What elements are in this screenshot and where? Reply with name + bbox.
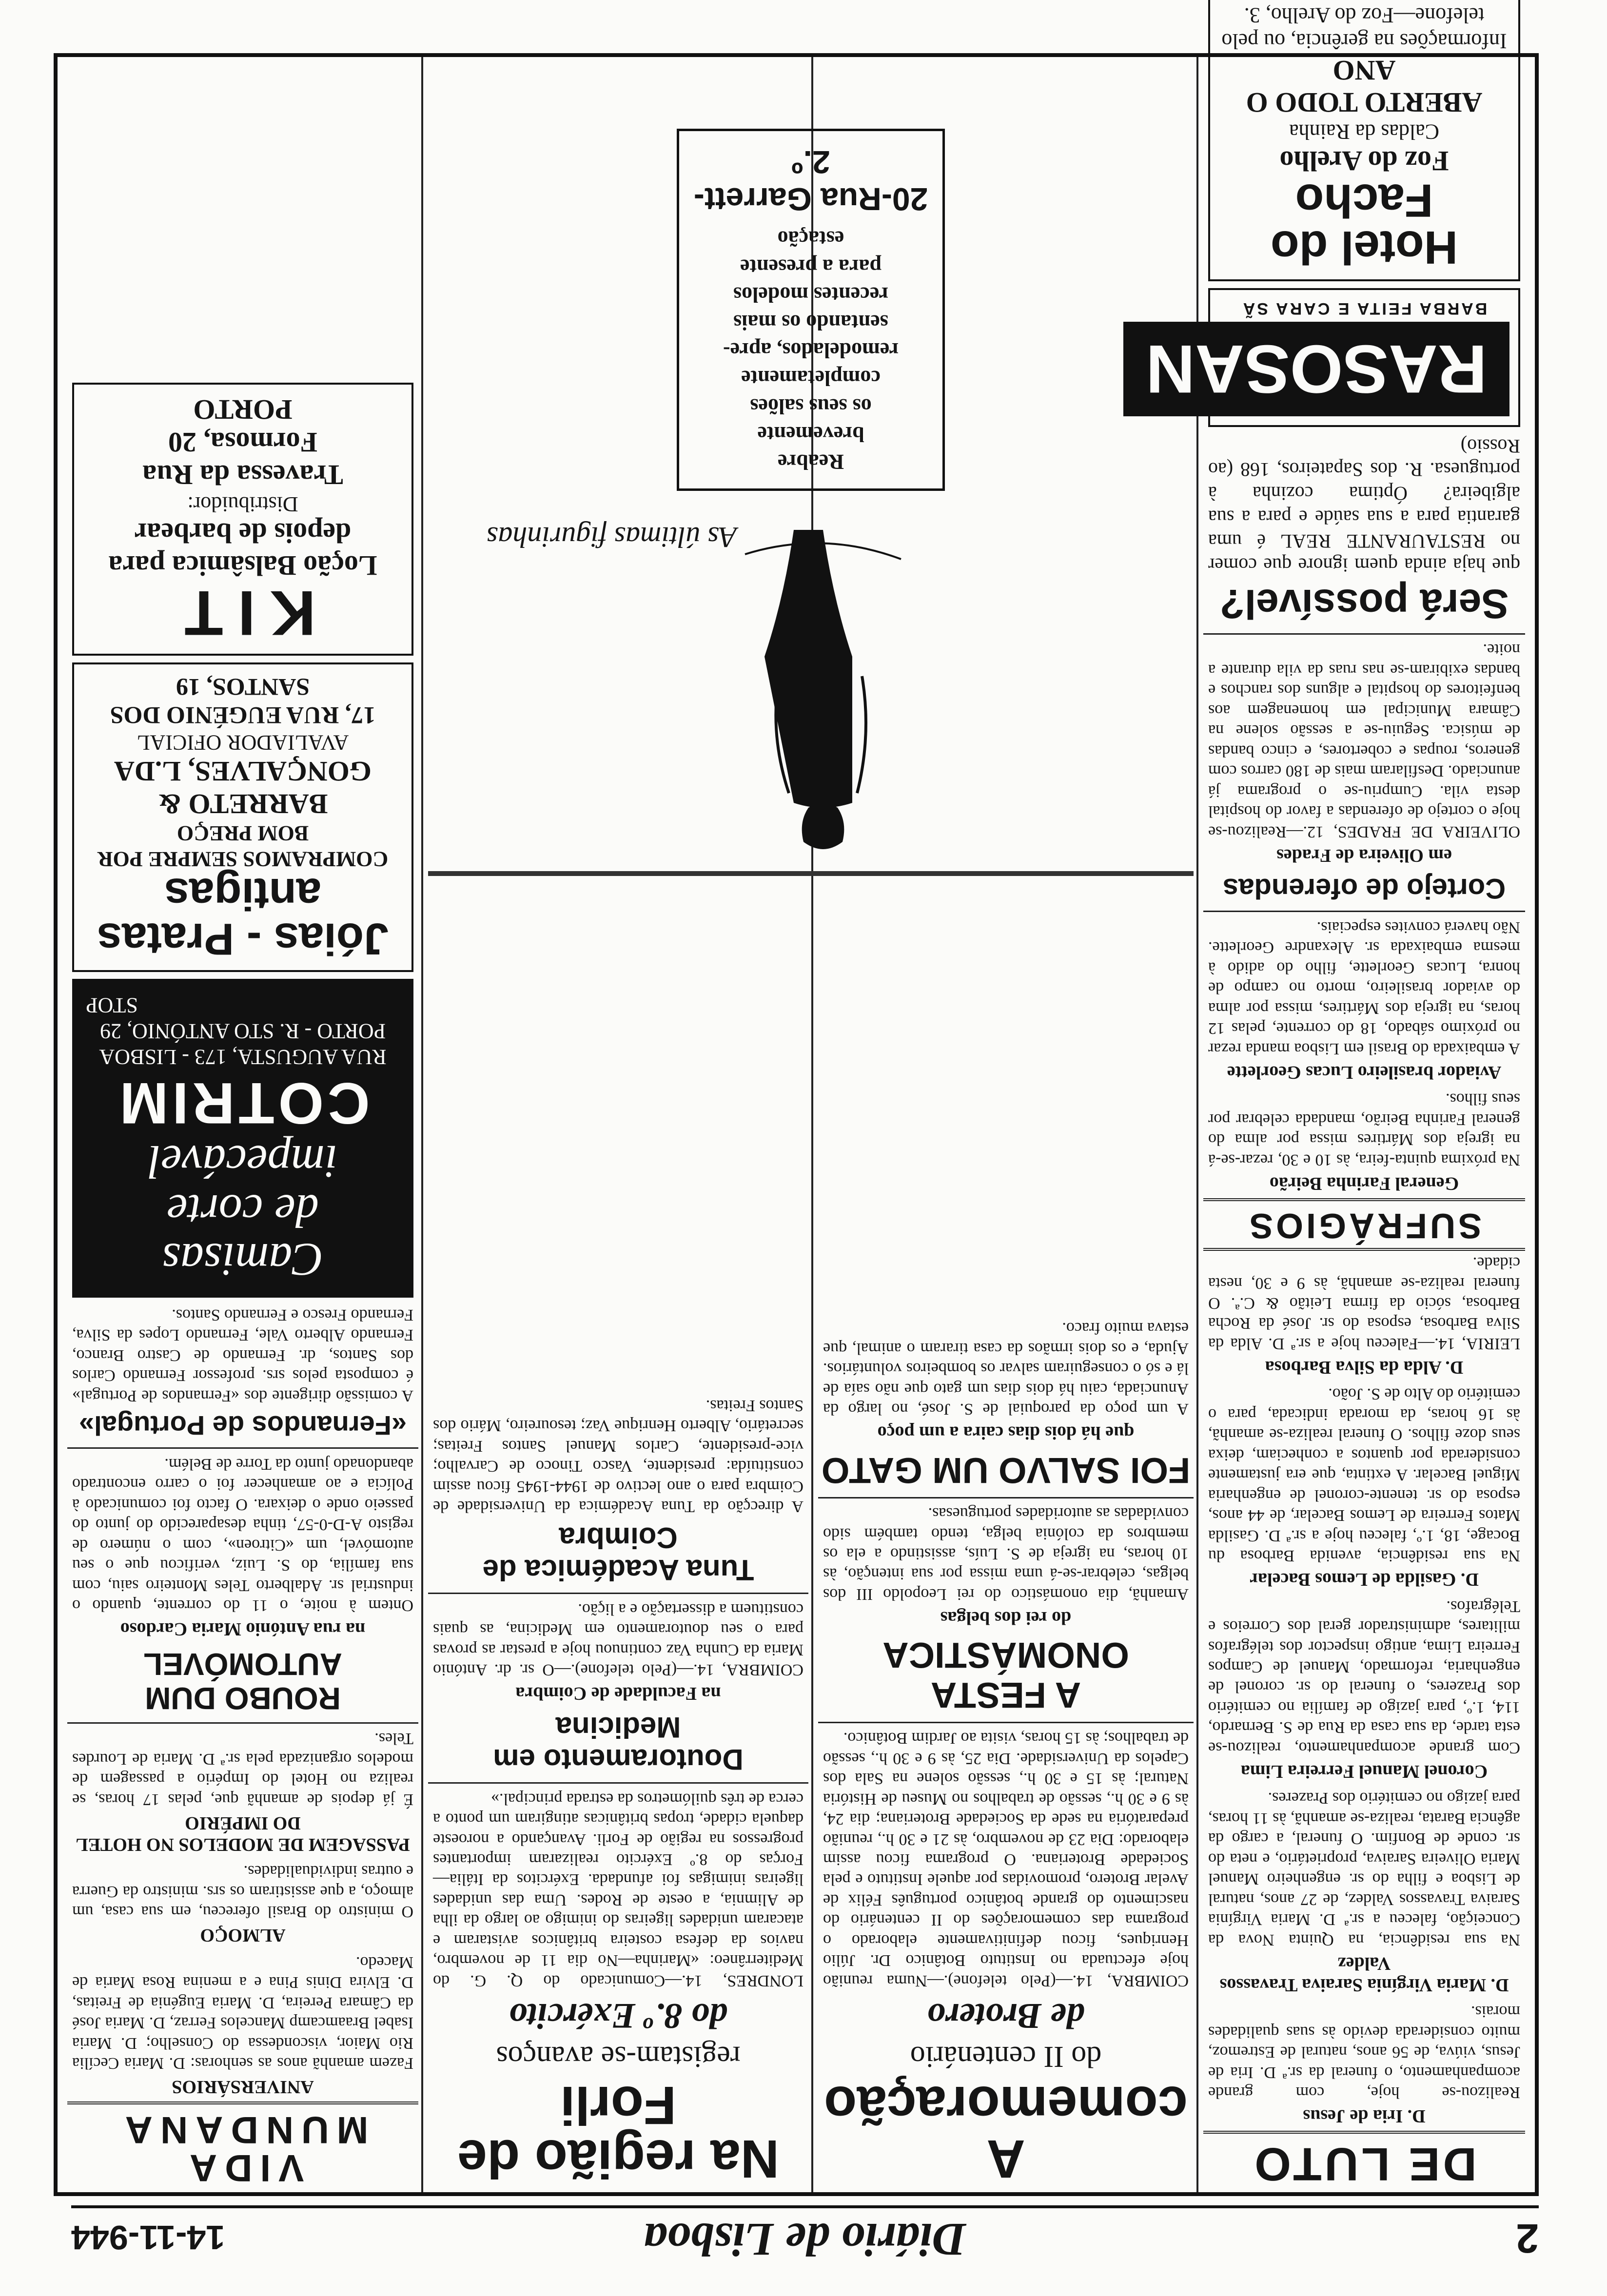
- kit-ad: [72, 383, 413, 656]
- reopen-line: remodelados, apre-: [723, 338, 899, 363]
- obituary-text: Realizou-se hoje, com grande acompanhamento, o funeral da sr.ª D. Iria de Jesus, viúva, de 56 anos, natural de Estremoz, muito considerada devido às suas qualidades morais.: [1208, 2003, 1520, 2101]
- headline-forli: Na região de Forli: [457, 2075, 780, 2189]
- column-rule: [421, 57, 423, 2192]
- reopen-line: completamente: [741, 366, 881, 390]
- gato-subtitle: que há dois dias caira a um poço: [877, 1422, 1135, 1443]
- cotrim-address: PORTO - R. STO ANTÓNIO, 29: [99, 1019, 386, 1044]
- kit-product: Loção Balsâmica para depois de barbear: [108, 517, 377, 582]
- sufragio-text: Na próxima quinta-feira, às 10 e 30, rezar-se-á na igreja dos Mártires missa por alma do general Farinha Beirão, mandada celebrar por seus filhos.: [1208, 1090, 1520, 1169]
- page-frame: [54, 3, 1539, 2196]
- subhead-brotero: de Brotero: [927, 1995, 1085, 2036]
- subhead-avancos: registam-se avanços: [496, 2040, 741, 2073]
- festa-title: A FESTA ONOMÁSTICA: [818, 1633, 1194, 1723]
- festa-text: Amanhã, dia onomástico do rei Leopoldo III dos belgas, celebrar-se-á uma missa por sua intenção, às 10 horas, na igreja de S. Luís, assistindo a ela os membros da colónia belga, tendo também sido convidadas as autoridades portuguesas.: [823, 1504, 1189, 1603]
- passagem-text: É já depois de amanhã que, pelas 17 horas, se realiza no Hotel do Império a passagem de modelos organizada pela sr.ª D. Maria de Lourdes Teles.: [72, 1730, 413, 1809]
- store-address: 20-Rua Garrett-2.º: [693, 144, 928, 218]
- festa-subtitle: do rei dos belgas: [940, 1607, 1072, 1628]
- tuna-text: A direcção da Tuna Académica da Universidade de Coimbra para o ano lectivo de 1944-1945 ficou assim constituída: presidente, Vasco Tinoco de Carvalho; vice-presidente, Carlos Manuel Santos Freitas; secretário, Alberto Henrique Vaz; tesoureiro, Mário dos Santos Freitas.: [433, 1396, 804, 1516]
- cotrim-line: Camisas: [162, 1234, 324, 1286]
- issue-date: 14-11-944: [71, 2218, 225, 2257]
- obituary-text: Na sua residência, avenida Barbosa du Bocage, 18, 1.º, faleceu hoje a sr.ª D. Gasilda Matos Ferreira de Lemos Bacelar, de 44 anos, esposa do sr. tenente-coronel de engenharia Miguel Bacelar. A extinta, que era justamente considerada por quantos a conheciam, deixa seus doze filhos. O funeral realiza-se amanhã, às 16 horas, da morada indicada, para o cemitério do Alto de S. João.: [1208, 1385, 1520, 1565]
- tuna-title: Tuna Académica de Coimbra: [428, 1518, 808, 1594]
- masthead: [71, 2205, 1539, 2267]
- aviador-title: Aviador brasileiro Lucas Georlette: [1227, 1062, 1502, 1083]
- rasosan-logo: RASOSAN: [1123, 322, 1509, 416]
- roubo-subtitle: na rua António Maria Cardoso: [120, 1619, 366, 1640]
- passagem-title: PASSAGEM DE MODELOS NO HOTEL DO IMPÉRIO: [76, 1812, 410, 1855]
- obituary-text: Com grande acompanhamento, realizou-se esta tarde, da sua casa da Rua de S. Bernardo, 114, 1.º, para jazigo de família no cemitério dos Prazeres, o funeral do sr. coronel de engenharia, reformado, Manuel de Campos Ferreira Lima, antigo inspector dos telégrafos militares, administrador geral dos Correios e Telégrafos.: [1208, 1597, 1520, 1757]
- subhead-exercito: do 8.º Exército: [509, 1995, 727, 2036]
- column-vida-mundana: [67, 57, 418, 2192]
- joias-firm: BARRETO & GONÇALVES, L.DA: [114, 756, 372, 820]
- newspaper-title: Diário de Lisboa: [644, 2214, 966, 2266]
- cotrim-stop: STOP: [86, 993, 138, 1018]
- reopen-line: para a presente: [740, 254, 882, 279]
- joias-sub: AVALIADOR OFICIAL: [137, 730, 349, 755]
- kit-address: Travessa da Rua Formosa, 20: [142, 427, 343, 491]
- medicina-text: COIMBRA, 14.—(Pelo telefone).—O sr. dr. António Maria da Cunha Vaz continuou hoje a prestar as provas para o seu doutoramento em Medicina, as quais constituem a dissertação e a lição.: [433, 1600, 804, 1679]
- reopen-line: sentando os mais: [733, 311, 888, 335]
- vida-mundana-banner: VIDA MUNDANA: [67, 2101, 418, 2192]
- gato-title: FOI SALVO UM GATO: [818, 1447, 1194, 1498]
- hotel-region: Caldas da Rainha: [1289, 120, 1439, 144]
- brotero-fashion-ad: [428, 62, 1194, 876]
- aviador-text: A embaixada do Brasil em Lisboa manda rezar no próximo sábado, 18 do corrente, pelas 12 horas, na igreja dos Mártires, missa por alma do aviador brasileiro, morto no campo de honra, Lucas Georlette, filho do adido à mesma embaixada sr. Alexandre Georlette. Não haverá convites especiais.: [1208, 918, 1520, 1058]
- joias-ad: [72, 662, 413, 972]
- fernandos-title: «Fernandos de Portugal»: [67, 1408, 418, 1449]
- cotrim-brand: COTRIM: [116, 1070, 370, 1136]
- obituary-title: Coronel Manuel Ferreira Lima: [1240, 1761, 1488, 1782]
- reopen-line: recentes modelos: [733, 282, 889, 307]
- joias-address: 17, RUA EUGÉNIO DOS SANTOS, 19: [110, 674, 376, 729]
- rasosan-tagline: BARBA FEITA E CARA SÃ: [1241, 299, 1488, 318]
- medicina-title: Doutoramento em Medicina: [428, 1708, 808, 1784]
- kit-dist: Distribuidor:: [187, 492, 298, 516]
- fashion-illustration: [428, 501, 1194, 871]
- cotrim-line: impecável: [148, 1135, 338, 1188]
- sera-possivel-title: Será possível?: [1203, 579, 1525, 635]
- restaurante-real-text: que haja ainda quem ignore que comer no RESTAURANTE REAL é uma garantia para a sua saúde e para a sua algibeira? Óptima cozinha à portuguesa. R. dos Sapateiros, 168 (ao Rossio): [1208, 435, 1520, 576]
- joias-line: COMPRAMOS SEMPRE POR BOM PREÇO: [97, 821, 389, 871]
- gato-text: A um poço da paroquial de S. José, no largo da Anunciada, caiu há dois dias um gato que não saía de lá e só o conseguiram salvar os bombeiros voluntários. Ajuda, e os dois irmãos da casa tiraram o animal, que estava muito fraco.: [823, 1319, 1189, 1419]
- luto-banner: DE LUTO: [1203, 2131, 1525, 2192]
- subhead-centenario: do II centenário: [910, 2040, 1102, 2073]
- column-luto: [1145, 3, 1525, 2192]
- obituary-title: D. Gasilda de Lemos Bacelar: [1250, 1569, 1479, 1590]
- reopen-notice: [677, 129, 945, 491]
- forli-article: LONDRES, 14.—Comunicado do Q. G. do Mediterrâneo: «Marinha—No dia 11 de novembro, navios da defesa costeira britânicos avistaram e atacaram unidades ligeiras do inimigo ao largo da ilha de Alimnia, a oeste de Rodes. Uma das unidades ligeiras inimigas foi afundada. Exércitos da Itália—Forças do 8.º Exército realizaram importantes progressos na região de Forli. Avançando a noroeste daquela cidade, tropas britânicas atingiram um ponto a cerca de três quilómetros da estrada principal.»: [433, 1790, 804, 1990]
- sufragio-title: General Farinha Beirão: [1269, 1173, 1459, 1194]
- cotrim-address: RUA AUGUSTA, 173 - LISBOA: [99, 1045, 387, 1070]
- roubo-text: Ontem à noite, o 11 do corrente, quando o industrial sr. Adalberto Teles Monteiro saiu, com sua família, do S. Luiz, verificou que o seu automóvel, um «Citroen», com o número de registo A-D-0-57, tinha desaparecido do junto do passeio onde o deixara. O facto foi comunicado à Polícia e ao amanhecer foi o carro encontrado abandonado junto da Torre de Belém.: [72, 1455, 413, 1615]
- cotrim-line: de corte: [167, 1185, 319, 1237]
- almoco-title: ALMOÇO: [200, 1925, 286, 1946]
- hotel-location: Foz do Arelho: [1279, 145, 1449, 177]
- cortejo-text: OLIVEIRA DE FRADES, 12.—Realizou-se hoje o cortejo de oferendas a favor do hospital desta vila. Cumpriu-se o programa já anunciado. Desfilaram mais de 180 carros com generos, roupas e cobertores, e cinco bandas de música. Seguiu-se a sessão solene na Câmara Municipal em homenagem aos benfeitores do hospital e alguns dos ranchos e bandas exibiram-se nas ruas da vila durante a noite.: [1208, 641, 1520, 841]
- kit-brand: KIT: [170, 577, 316, 649]
- fernandos-text: A comissão dirigente dos «Fernandos de Portugal» é composta pelos srs. professor Fernando Carlos dos Santos, dr. Fernando de Castro Branco, Fernando Alberto Vale, Fernando Lopes da Silva, Fernando Fresco e Fernando Santos.: [72, 1305, 413, 1405]
- obituary-text: LEIRIA, 14.—Faleceu hoje a sr.ª D. Alda da Silva Barbosa, esposa do sr. José da Rocha Barbosa, sócio da firma Leitão & C.ª. O funeral realiza-se amanhã, às 9 e 30, nesta cidade.: [1208, 1254, 1520, 1353]
- almoco-text: O ministro do Brasil ofereceu, em sua casa, um almoço, a que assistiram os srs. ministro da Guerra e outras individualidades.: [72, 1862, 413, 1921]
- obituary-text: Na sua residência, na Quinta Nova da Conceição, faleceu a sr.ª D. Maria Virgínia Saraiva Travassos Valdez, de 27 anos, natural de Lisboa e filha do sr. engenheiro Manuel Maria Oliveira Saraiva, proprietário, e neta do sr. conde de Bonfim. O funeral, a cargo da agência Barata, realiza-se amanhã, às 11 horas, para jazigo no cemitério dos Prazeres.: [1208, 1789, 1520, 1949]
- cortejo-title: Cortejo de oferendas: [1203, 870, 1525, 913]
- obituary-title: D. Alda da Silva Barbosa: [1265, 1357, 1464, 1378]
- reopen-line: estação: [777, 227, 844, 251]
- obituary-title: D. Maria Virgínia Saraiva Travassos Valdez: [1219, 1953, 1509, 1995]
- headline-comemoracao: A comemoração: [824, 2075, 1188, 2189]
- hotel-open: ABERTO TODO O ANO: [1246, 54, 1483, 119]
- hotel-facho-ad: [1208, 0, 1520, 281]
- hotel-info: Informações na gerência, ou pelo telefone—Foz do Arelho, 3.: [1221, 3, 1507, 53]
- kit-city: PORTO: [193, 394, 293, 426]
- page-number: 2: [1516, 2216, 1539, 2261]
- hotel-title: Hotel do Facho: [1271, 174, 1458, 273]
- reopen-line: os seus salões: [750, 394, 872, 418]
- medicina-subtitle: na Faculdade de Coimbra: [515, 1683, 721, 1704]
- roubo-title: ROUBO DUM AUTOMÓVEL: [67, 1644, 418, 1724]
- reopen-line: Reabre: [777, 450, 844, 474]
- sufragios-banner: SUFRÁGIOS: [1203, 1198, 1525, 1251]
- obituary-title: D. Iria de Jesus: [1303, 2106, 1426, 2126]
- fashion-figure-icon: [428, 501, 1194, 871]
- reopen-line: brevemente: [757, 422, 864, 446]
- aniversarios-title: ANIVERSÁRIOS: [172, 2077, 314, 2097]
- rasosan-ad: [1145, 288, 1520, 427]
- cortejo-subtitle: em Oliveira de Frades: [1276, 845, 1452, 866]
- joias-title: Jóias - Pratas antigas: [97, 869, 389, 964]
- aniversarios-text: Fazem amanhã anos as senhoras: D. Maria Cecília Rio Maior, viscondessa do Conselho; D. Maria Isabel Braamcamp Mancelos Ferraz, D. Maria José da Câmara Pereira, D. Maria Eugénia de Freitas, D. Elvira Dinis Pina e a menina Rosa Maria de Macedo.: [72, 1953, 413, 2072]
- cotrim-ad: [72, 979, 413, 1298]
- fashion-signature: As últimas figurinhas: [487, 521, 737, 553]
- brotero-article: COIMBRA, 14.—(Pelo telefone).—Numa reunião hoje efectuada no Instituto Botânico Dr. Júlio Henriques, ficou definitivamente elaborado o programa das comemorações do II centenário do nascimento do grande botânico português Félix de Avelar Brotero, promovidas por aquele Instituto e pela Sociedade Broteriana. O programa ficou assim elaborado: Dia 23 de novembro, às 21 e 30 h., reunião preparatória na sede da Sociedade Broteriana; dia 24, às 9 e 30 h., sessão de trabalhos no Museu de História Natural; às 15 e 30 h., sessão solene na Sala dos Capelos da Universidade. Dia 25, às 9 e 30 h., sessão de trabalhos; às 15 horas, visita ao Jardim Botânico.: [823, 1729, 1189, 1990]
